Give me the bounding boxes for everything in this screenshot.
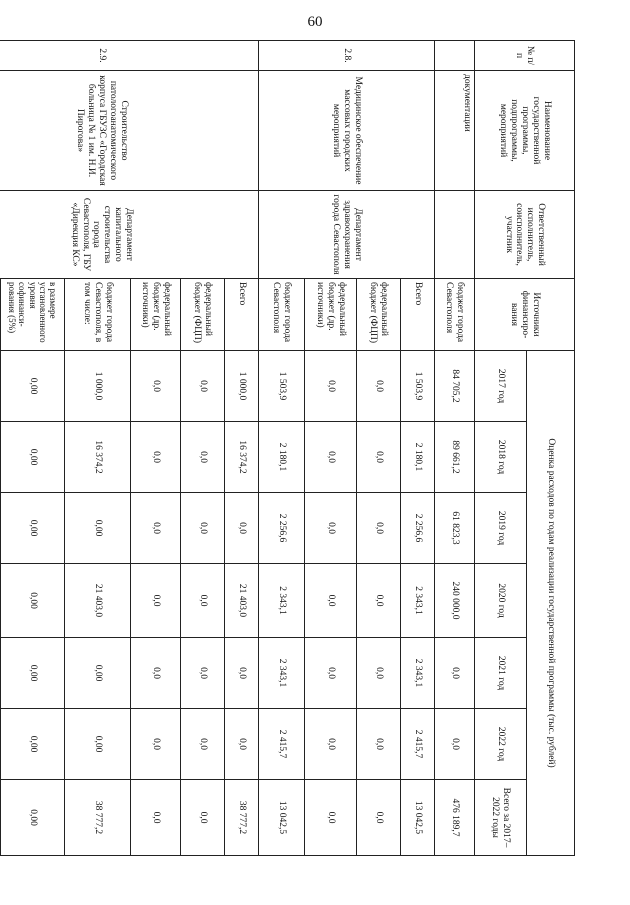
row-source: федеральный бюджет (др. источники) bbox=[305, 279, 357, 351]
value-2017: 1 503,9 bbox=[401, 351, 435, 422]
row-source: федеральный бюджет (др. источники) bbox=[131, 279, 181, 351]
header-year-2021: 2021 год bbox=[475, 638, 527, 709]
row-executor: Департамент здравоохранения города Севастополя bbox=[259, 191, 435, 279]
row-no: 2.8. bbox=[259, 41, 435, 71]
value-2020: 240 000,0 bbox=[435, 564, 475, 638]
value-2020: 2 343,1 bbox=[401, 564, 435, 638]
value-2019: 2 256,6 bbox=[259, 493, 305, 564]
value-2017: 0,0 bbox=[305, 351, 357, 422]
value-total: 38 777,2 bbox=[65, 780, 131, 856]
value-2020: 0,0 bbox=[305, 564, 357, 638]
value-total: 476 189,7 bbox=[435, 780, 475, 856]
value-2022: 2 415,7 bbox=[259, 709, 305, 780]
value-2019: 2 256,6 bbox=[401, 493, 435, 564]
value-2022: 0,0 bbox=[225, 709, 259, 780]
header-year-2018: 2018 год bbox=[475, 422, 527, 493]
row-source: федеральный бюджет (ФЦП) bbox=[181, 279, 225, 351]
table-row bbox=[401, 41, 435, 856]
value-2022: 2 415,7 bbox=[401, 709, 435, 780]
header-name: Наименование государственной программы, подпрограммы, мероприятий bbox=[475, 71, 575, 191]
value-total: 13 042,5 bbox=[401, 780, 435, 856]
row-source: Всего bbox=[401, 279, 435, 351]
table-row bbox=[225, 41, 259, 856]
value-2019 bbox=[0, 493, 1, 564]
value-total: 0,0 bbox=[357, 780, 401, 856]
value-2017: 0,0 bbox=[131, 351, 181, 422]
value-2019: 0,0 bbox=[131, 493, 181, 564]
value-2022: 0,0 bbox=[305, 709, 357, 780]
value-2018: 16 374,2 bbox=[225, 422, 259, 493]
value-2021: 0,0 bbox=[357, 638, 401, 709]
value-2020: 0,0 bbox=[181, 564, 225, 638]
value-2020: 2 343,1 bbox=[259, 564, 305, 638]
row-name: Медицинское обеспечение массовых городских мероприятий bbox=[259, 71, 435, 191]
table-row bbox=[435, 41, 475, 856]
value-2021: 0,00 bbox=[1, 638, 65, 709]
value-2019: 0,0 bbox=[305, 493, 357, 564]
value-2017 bbox=[0, 351, 1, 422]
value-2021: 0,0 bbox=[131, 638, 181, 709]
value-2020: 0,0 bbox=[131, 564, 181, 638]
row-no: 2.9. bbox=[0, 41, 259, 71]
value-2018: 0,0 bbox=[305, 422, 357, 493]
value-2017: 1 503,9 bbox=[259, 351, 305, 422]
value-2018: 0,00 bbox=[1, 422, 65, 493]
value-2019: 0,00 bbox=[1, 493, 65, 564]
value-2019: 0,0 bbox=[357, 493, 401, 564]
value-2022: 0,00 bbox=[1, 709, 65, 780]
header-year-2017: 2017 год bbox=[475, 351, 527, 422]
page-number: 60 bbox=[307, 14, 323, 30]
value-2022: 0,0 bbox=[357, 709, 401, 780]
row-no bbox=[435, 41, 475, 71]
row-source: Всего bbox=[225, 279, 259, 351]
value-2018: 0,0 bbox=[131, 422, 181, 493]
value-2018: 0,0 bbox=[181, 422, 225, 493]
value-2019: 0,0 bbox=[181, 493, 225, 564]
value-total: 0,0 bbox=[181, 780, 225, 856]
row-source: в размере установленного уровня софинанси-рования (5%) bbox=[1, 279, 65, 351]
value-2021: 0,0 bbox=[225, 638, 259, 709]
row-executor bbox=[435, 191, 475, 279]
row-name: документации bbox=[435, 71, 475, 191]
value-total: 13 042,5 bbox=[259, 780, 305, 856]
value-2020: 0,00 bbox=[1, 564, 65, 638]
value-2019: 0,0 bbox=[225, 493, 259, 564]
value-2019: 61 823,3 bbox=[435, 493, 475, 564]
value-2020: 21 403,0 bbox=[225, 564, 259, 638]
value-2018 bbox=[0, 422, 1, 493]
row-source: бюджет города Севастополя bbox=[435, 279, 475, 351]
value-2017: 0,0 bbox=[181, 351, 225, 422]
row-executor: Департамент капитального строительства города Севастополя, ГБУ «Дирекция КС» bbox=[0, 191, 259, 279]
row-source: бюджет города Севастополя bbox=[259, 279, 305, 351]
value-2020: 0,0 bbox=[357, 564, 401, 638]
value-2021: 2 343,1 bbox=[259, 638, 305, 709]
header-year-2022: 2022 год bbox=[475, 709, 527, 780]
value-total: 0,0 bbox=[305, 780, 357, 856]
value-2022 bbox=[0, 709, 1, 780]
value-2018: 2 180,1 bbox=[401, 422, 435, 493]
header-executor: Ответственный исполнитель, соисполнитель, участник bbox=[475, 191, 575, 279]
value-2021: 0,0 bbox=[181, 638, 225, 709]
header-year-2020: 2020 год bbox=[475, 564, 527, 638]
value-2017: 84 705,2 bbox=[435, 351, 475, 422]
value-2018: 16 374,2 bbox=[65, 422, 131, 493]
value-2017: 1 000,0 bbox=[65, 351, 131, 422]
value-2022: 0,0 bbox=[181, 709, 225, 780]
header-no: № п/п bbox=[475, 41, 575, 71]
value-2018: 89 661,2 bbox=[435, 422, 475, 493]
value-total: 0,00 bbox=[1, 780, 65, 856]
header-year-2019: 2019 год bbox=[475, 493, 527, 564]
value-2020: 21 403,0 bbox=[65, 564, 131, 638]
value-2021: 0,0 bbox=[305, 638, 357, 709]
value-2021: 0,0 bbox=[435, 638, 475, 709]
value-2021 bbox=[0, 638, 1, 709]
value-2018: 0,0 bbox=[357, 422, 401, 493]
header-total: Всего за 2017–2022 годы bbox=[475, 780, 527, 856]
row-source: бюджет города Севастополя, в том числе: bbox=[65, 279, 131, 351]
value-2022: 0,0 bbox=[131, 709, 181, 780]
value-total bbox=[0, 780, 1, 856]
value-total: 0,0 bbox=[131, 780, 181, 856]
expenses-table bbox=[0, 40, 575, 856]
value-2017: 1 000,0 bbox=[225, 351, 259, 422]
value-2021: 0,00 bbox=[65, 638, 131, 709]
table-rotated-container bbox=[6, 40, 575, 855]
value-2017: 0,0 bbox=[357, 351, 401, 422]
value-2021: 2 343,1 bbox=[401, 638, 435, 709]
header-expenses: Оценка расходов по годам реализации государственной программы (тыс. рублей) bbox=[527, 351, 575, 856]
row-source bbox=[0, 279, 1, 351]
value-2020 bbox=[0, 564, 1, 638]
value-2019: 0,00 bbox=[65, 493, 131, 564]
value-2017: 0,00 bbox=[1, 351, 65, 422]
value-2022: 0,00 bbox=[65, 709, 131, 780]
row-name: Строительство патологоанатомического корпуса ГБУЗС «Городская больница № 1 им. Н.И. Пирогова» bbox=[0, 71, 259, 191]
row-source: федеральный бюджет (ФЦП) bbox=[357, 279, 401, 351]
value-total: 38 777,2 bbox=[225, 780, 259, 856]
value-2018: 2 180,1 bbox=[259, 422, 305, 493]
header-source: Источники финансиро-вания bbox=[475, 279, 575, 351]
value-2022: 0,0 bbox=[435, 709, 475, 780]
